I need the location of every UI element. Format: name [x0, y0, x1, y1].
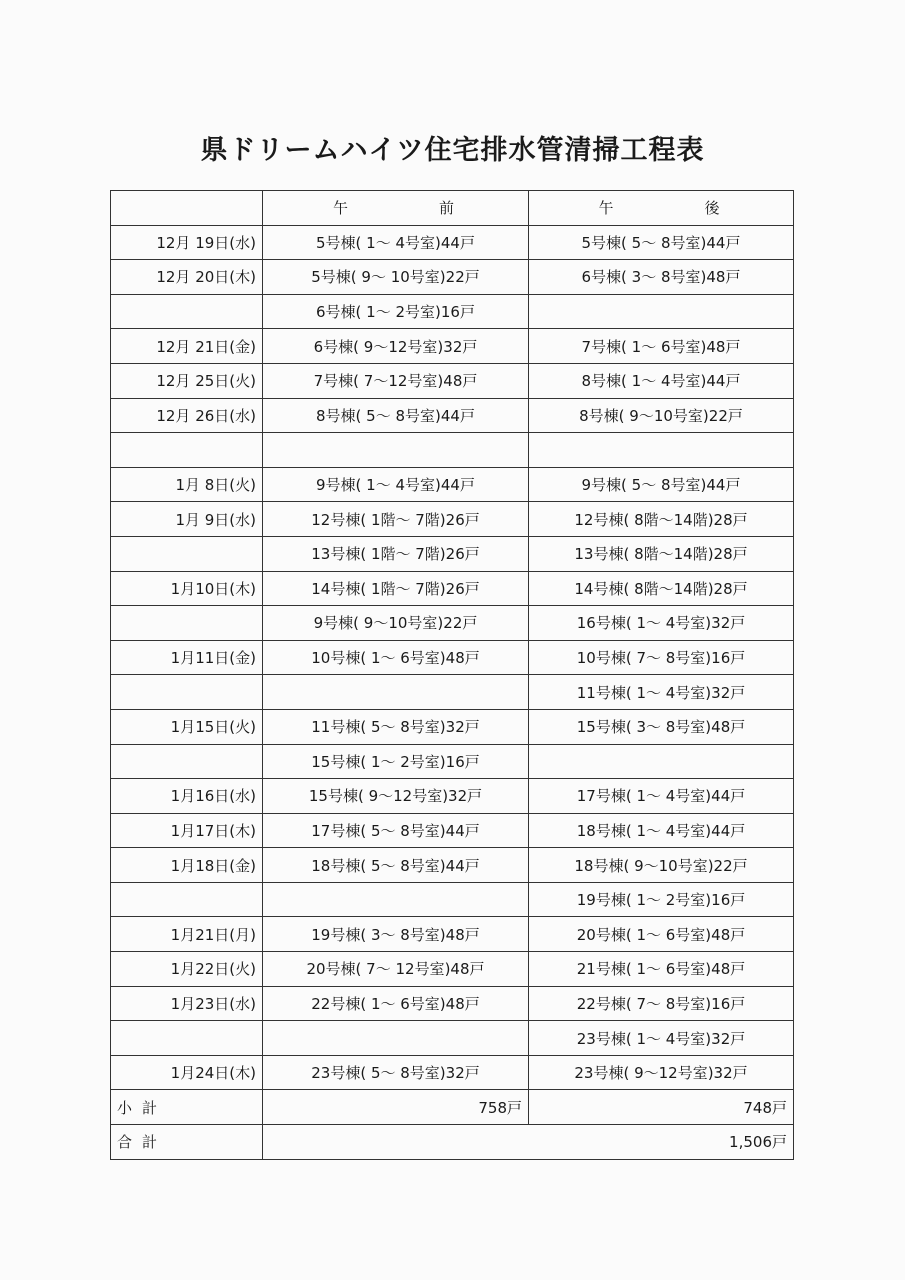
- row-am: 18号棟( 5～ 8号室)44戸: [263, 848, 529, 883]
- subtotal-pm: 748戸: [529, 1090, 794, 1125]
- row-am: 6号棟( 9～12号室)32戸: [263, 329, 529, 364]
- row-pm: 11号棟( 1～ 4号室)32戸: [529, 675, 794, 710]
- row-pm: 20号棟( 1～ 6号室)48戸: [529, 917, 794, 952]
- row-am: 15号棟( 1～ 2号室)16戸: [263, 744, 529, 779]
- row-am: 5号棟( 1～ 4号室)44戸: [263, 225, 529, 260]
- row-pm: 23号棟( 9～12号室)32戸: [529, 1055, 794, 1090]
- row-am: 11号棟( 5～ 8号室)32戸: [263, 709, 529, 744]
- row-date: [111, 882, 263, 917]
- row-am: [263, 433, 529, 468]
- row-pm: 5号棟( 5～ 8号室)44戸: [529, 225, 794, 260]
- schedule-row: [111, 329, 794, 364]
- row-date: 12月 25日(火): [111, 363, 263, 398]
- row-am: [263, 882, 529, 917]
- row-am: 8号棟( 5～ 8号室)44戸: [263, 398, 529, 433]
- row-pm: 6号棟( 3～ 8号室)48戸: [529, 260, 794, 295]
- row-am: 17号棟( 5～ 8号室)44戸: [263, 813, 529, 848]
- row-date: 1月18日(金): [111, 848, 263, 883]
- row-am: 5号棟( 9～ 10号室)22戸: [263, 260, 529, 295]
- row-date: 12月 26日(水): [111, 398, 263, 433]
- row-date: 1月22日(火): [111, 952, 263, 987]
- row-pm: 16号棟( 1～ 4号室)32戸: [529, 606, 794, 641]
- row-pm: 17号棟( 1～ 4号室)44戸: [529, 779, 794, 814]
- subtotal-row: [111, 1090, 794, 1125]
- schedule-row: [111, 363, 794, 398]
- schedule-row: [111, 606, 794, 641]
- row-pm: 12号棟( 8階～14階)28戸: [529, 502, 794, 537]
- row-pm: [529, 744, 794, 779]
- row-date: 1月24日(木): [111, 1055, 263, 1090]
- row-date: 12月 19日(水): [111, 225, 263, 260]
- row-pm: 9号棟( 5～ 8号室)44戸: [529, 467, 794, 502]
- row-am: 6号棟( 1～ 2号室)16戸: [263, 294, 529, 329]
- row-date: [111, 675, 263, 710]
- row-am: 10号棟( 1～ 6号室)48戸: [263, 640, 529, 675]
- row-am: 15号棟( 9～12号室)32戸: [263, 779, 529, 814]
- row-date: [111, 433, 263, 468]
- row-pm: 8号棟( 1～ 4号室)44戸: [529, 363, 794, 398]
- total-value: 1,506戸: [263, 1125, 794, 1160]
- row-pm: 10号棟( 7～ 8号室)16戸: [529, 640, 794, 675]
- total-row: [111, 1125, 794, 1160]
- row-date: [111, 536, 263, 571]
- schedule-body: [111, 225, 794, 1090]
- row-pm: 15号棟( 3～ 8号室)48戸: [529, 709, 794, 744]
- row-pm: 21号棟( 1～ 6号室)48戸: [529, 952, 794, 987]
- total-label: 合計: [111, 1125, 263, 1160]
- row-am: 23号棟( 5～ 8号室)32戸: [263, 1055, 529, 1090]
- schedule-row: [111, 709, 794, 744]
- schedule-row: [111, 398, 794, 433]
- schedule-row: [111, 675, 794, 710]
- row-am: 9号棟( 9～10号室)22戸: [263, 606, 529, 641]
- row-pm: 14号棟( 8階～14階)28戸: [529, 571, 794, 606]
- row-date: [111, 606, 263, 641]
- row-pm: 13号棟( 8階～14階)28戸: [529, 536, 794, 571]
- row-date: 1月 8日(火): [111, 467, 263, 502]
- schedule-row: [111, 1055, 794, 1090]
- subtotal-am: 758戸: [263, 1090, 529, 1125]
- row-date: 1月21日(月): [111, 917, 263, 952]
- schedule-row: [111, 1021, 794, 1056]
- schedule-row: [111, 882, 794, 917]
- schedule-row: [111, 571, 794, 606]
- row-pm: 8号棟( 9～10号室)22戸: [529, 398, 794, 433]
- schedule-row: [111, 952, 794, 987]
- row-pm: 7号棟( 1～ 6号室)48戸: [529, 329, 794, 364]
- schedule-row: [111, 294, 794, 329]
- row-am: 13号棟( 1階～ 7階)26戸: [263, 536, 529, 571]
- row-am: 20号棟( 7～ 12号室)48戸: [263, 952, 529, 987]
- row-date: 1月16日(水): [111, 779, 263, 814]
- schedule-row: [111, 640, 794, 675]
- schedule-row: [111, 536, 794, 571]
- header-pm: 午 後: [529, 191, 794, 226]
- schedule-table: [110, 190, 794, 1160]
- schedule-row: [111, 917, 794, 952]
- schedule-row: [111, 467, 794, 502]
- row-pm: 18号棟( 1～ 4号室)44戸: [529, 813, 794, 848]
- row-am: 9号棟( 1～ 4号室)44戸: [263, 467, 529, 502]
- schedule-row: [111, 502, 794, 537]
- row-am: [263, 675, 529, 710]
- schedule-row: [111, 433, 794, 468]
- page-title: 県ドリームハイツ住宅排水管清掃工程表: [200, 135, 705, 166]
- subtotal-label: 小計: [111, 1090, 263, 1125]
- row-date: 1月 9日(水): [111, 502, 263, 537]
- schedule-row: [111, 260, 794, 295]
- row-am: 14号棟( 1階～ 7階)26戸: [263, 571, 529, 606]
- row-date: [111, 1021, 263, 1056]
- schedule-row: [111, 813, 794, 848]
- row-date: [111, 744, 263, 779]
- row-date: 12月 21日(金): [111, 329, 263, 364]
- row-pm: 19号棟( 1～ 2号室)16戸: [529, 882, 794, 917]
- header-am: 午 前: [263, 191, 529, 226]
- schedule-row: [111, 225, 794, 260]
- row-date: 1月17日(木): [111, 813, 263, 848]
- row-pm: 18号棟( 9～10号室)22戸: [529, 848, 794, 883]
- row-date: [111, 294, 263, 329]
- row-am: 22号棟( 1～ 6号室)48戸: [263, 986, 529, 1021]
- row-pm: 23号棟( 1～ 4号室)32戸: [529, 1021, 794, 1056]
- row-pm: [529, 294, 794, 329]
- row-am: 12号棟( 1階～ 7階)26戸: [263, 502, 529, 537]
- schedule-row: [111, 986, 794, 1021]
- row-date: 1月11日(金): [111, 640, 263, 675]
- schedule-row: [111, 848, 794, 883]
- row-date: 1月23日(水): [111, 986, 263, 1021]
- schedule-row: [111, 744, 794, 779]
- header-row: [111, 191, 794, 226]
- row-pm: [529, 433, 794, 468]
- header-date-cell: [111, 191, 263, 226]
- row-date: 12月 20日(木): [111, 260, 263, 295]
- row-am: 19号棟( 3～ 8号室)48戸: [263, 917, 529, 952]
- row-am: 7号棟( 7～12号室)48戸: [263, 363, 529, 398]
- row-am: [263, 1021, 529, 1056]
- row-date: 1月15日(火): [111, 709, 263, 744]
- row-pm: 22号棟( 7～ 8号室)16戸: [529, 986, 794, 1021]
- schedule-row: [111, 779, 794, 814]
- row-date: 1月10日(木): [111, 571, 263, 606]
